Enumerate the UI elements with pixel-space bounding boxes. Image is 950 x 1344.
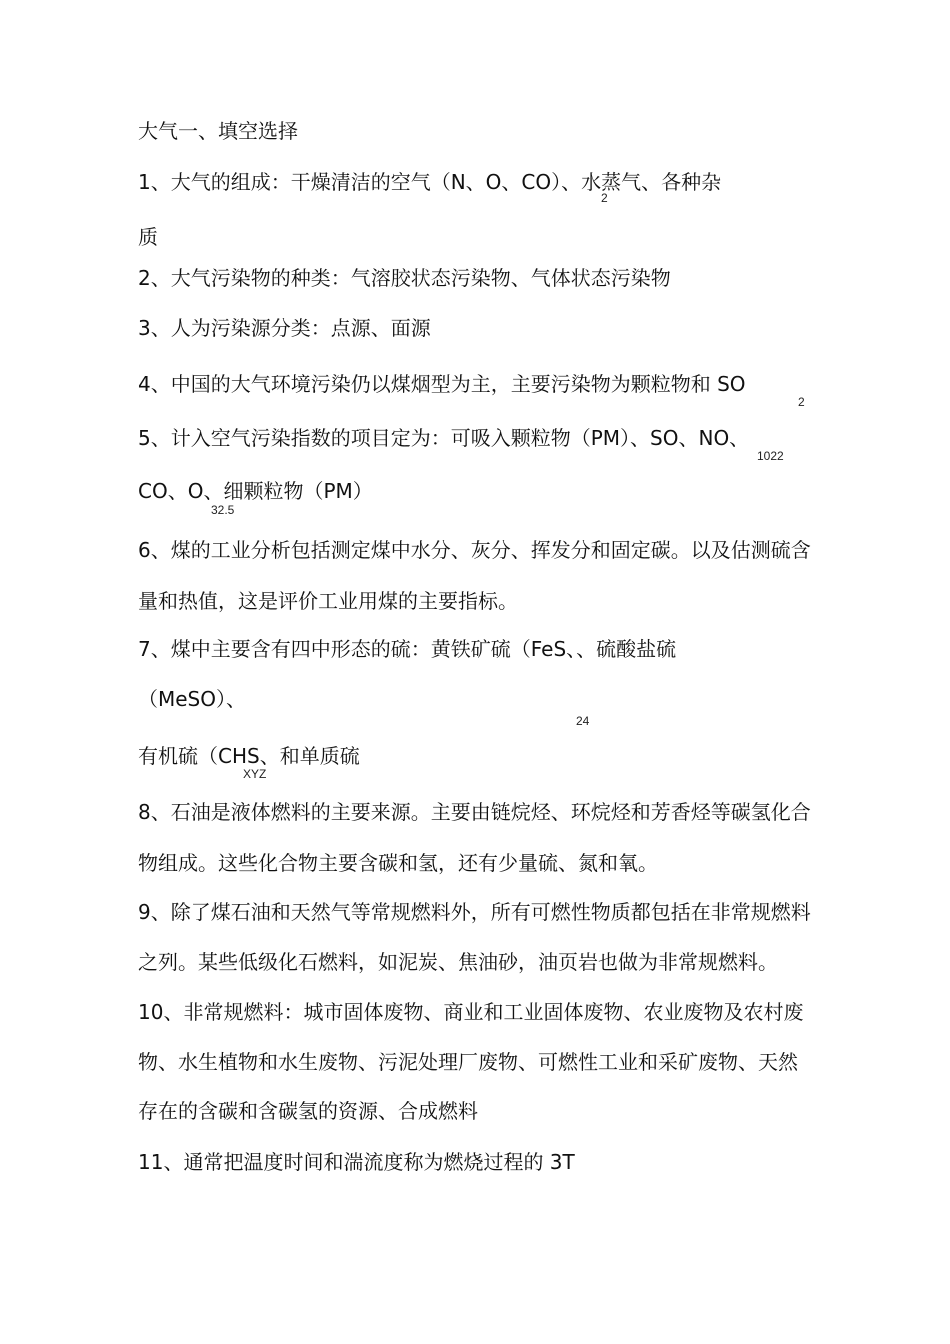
line-2: 2、大气污染物的种类：气溶胶状态污染物、气体状态污染物 — [138, 266, 671, 290]
line-7: 7、煤中主要含有四中形态的硫：黄铁矿硫（FeS、、硫酸盐硫 — [138, 637, 677, 661]
line-4: 4、中国的大气环境污染仍以煤烟型为主，主要污染物为颗粒物和 SO — [138, 372, 746, 396]
line-5-cont: CO、O、细颗粒物（PM） — [138, 479, 373, 503]
line-1: 1、大气的组成：干燥清洁的空气（N、O、CO）、水蒸气、各种杂 — [138, 170, 722, 194]
line-8: 8、石油是液体燃料的主要来源。主要由链烷烃、环烷烃和芳香烃等碳氢化合 — [138, 800, 811, 824]
line-10: 10、非常规燃料：城市固体废物、商业和工业固体废物、农业废物及农村废 — [138, 1000, 804, 1024]
line-10-cont2: 存在的含碳和含碳氢的资源、合成燃料 — [138, 1099, 478, 1123]
line-9: 9、除了煤石油和天然气等常规燃料外，所有可燃性物质都包括在非常规燃料 — [138, 900, 811, 924]
line-11: 11、通常把温度时间和湍流度称为燃烧过程的 3T — [138, 1150, 575, 1174]
subscript: 2 — [601, 191, 608, 205]
line-5: 5、计入空气污染指数的项目定为：可吸入颗粒物（PM）、SO、NO、 — [138, 426, 750, 450]
section-heading: 大气一、填空选择 — [138, 119, 298, 143]
line-10-cont: 物、水生植物和水生废物、污泥处理厂废物、可燃性工业和采矿废物、天然 — [138, 1050, 798, 1074]
line-7-cont: （MeSO）、 — [138, 687, 246, 711]
line-8-cont: 物组成。这些化合物主要含碳和氢，还有少量硫、氮和氧。 — [138, 851, 658, 875]
subscript: 2 — [798, 395, 805, 409]
subscript: 24 — [576, 714, 590, 728]
line-6-cont: 量和热值，这是评价工业用煤的主要指标。 — [138, 589, 518, 613]
line-3: 3、人为污染源分类：点源、面源 — [138, 316, 431, 340]
line-9-cont: 之列。某些低级化石燃料，如泥炭、焦油砂，油页岩也做为非常规燃料。 — [138, 950, 778, 974]
line-7-cont2: 有机硫（CHS、和单质硫 — [138, 744, 360, 768]
subscript: 1022 — [757, 449, 784, 463]
subscript: 32.5 — [211, 503, 235, 517]
subscript: XYZ — [243, 767, 267, 781]
line-6: 6、煤的工业分析包括测定煤中水分、灰分、挥发分和固定碳。以及估测硫含 — [138, 538, 811, 562]
line-1-cont: 质 — [138, 225, 158, 249]
